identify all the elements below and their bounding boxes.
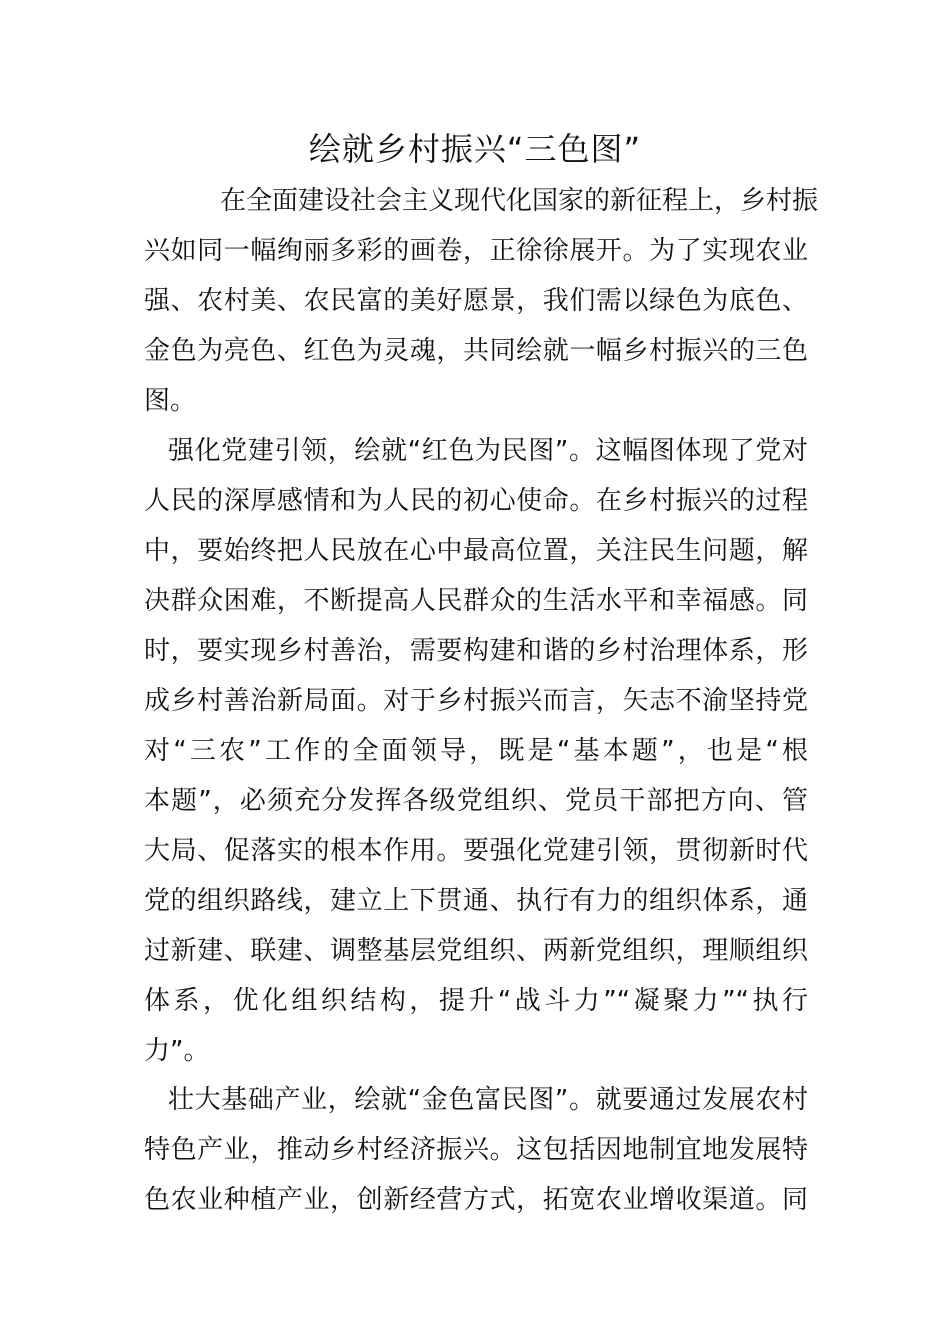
paragraph-1-line-5: 图。 (144, 386, 197, 416)
paragraph-3-line-2: 特色产业，推动乡村经济振兴。这包括因地制宜地发展特 (144, 1135, 808, 1165)
paragraph-2-line-5: 时，要实现乡村善治，需要构建和谐的乡村治理体系，形 (144, 636, 808, 666)
paragraph-2-line-10: 党的组织路线，建立上下贯通、执行有力的组织体系，通 (144, 886, 808, 916)
paragraph-2-line-13: 力”。 (144, 1036, 210, 1066)
document-title: 绘就乡村振兴“三色图” (308, 130, 642, 168)
paragraph-2-line-2: 人民的深厚感情和为人民的初心使命。在乡村振兴的过程 (144, 486, 808, 516)
paragraph-2-line-12: 体系，优化组织结构，提升“战斗力”“凝聚力”“执行 (144, 986, 808, 1016)
paragraph-2-line-6: 成乡村善治新局面。对于乡村振兴而言，矢志不渝坚持党 (144, 686, 808, 716)
paragraph-1-line-2: 兴如同一幅绚丽多彩的画卷，正徐徐展开。为了实现农业 (144, 236, 808, 266)
paragraph-2-line-1: 强化党建引领，绘就“红色为民图”。这幅图体现了党对 (168, 436, 808, 466)
paragraph-2-line-7: 对“三农”工作的全面领导，既是“基本题”，也是“根 (144, 736, 808, 766)
paragraph-2-line-9: 大局、促落实的根本作用。要强化党建引领，贯彻新时代 (144, 836, 808, 866)
paragraph-3-line-1: 壮大基础产业，绘就“金色富民图”。就要通过发展农村 (168, 1085, 808, 1115)
paragraph-2-line-8: 本题”，必须充分发挥各级党组织、党员干部把方向、管 (144, 786, 808, 816)
paragraph-3-line-3: 色农业种植产业，创新经营方式，拓宽农业增收渠道。同 (144, 1185, 808, 1215)
paragraph-2-line-11: 过新建、联建、调整基层党组织、两新党组织，理顺组织 (144, 936, 808, 966)
paragraph-1-line-4: 金色为亮色、红色为灵魂，共同绘就一幅乡村振兴的三色 (144, 336, 808, 366)
paragraph-1-line-3: 强、农村美、农民富的美好愿景，我们需以绿色为底色、 (144, 286, 808, 316)
paragraph-2-line-3: 中，要始终把人民放在心中最高位置，关注民生问题，解 (144, 536, 808, 566)
paragraph-1-line-1: 在全面建设社会主义现代化国家的新征程上，乡村振 (220, 186, 819, 216)
paragraph-2-line-4: 决群众困难，不断提高人民群众的生活水平和幸福感。同 (144, 586, 808, 616)
